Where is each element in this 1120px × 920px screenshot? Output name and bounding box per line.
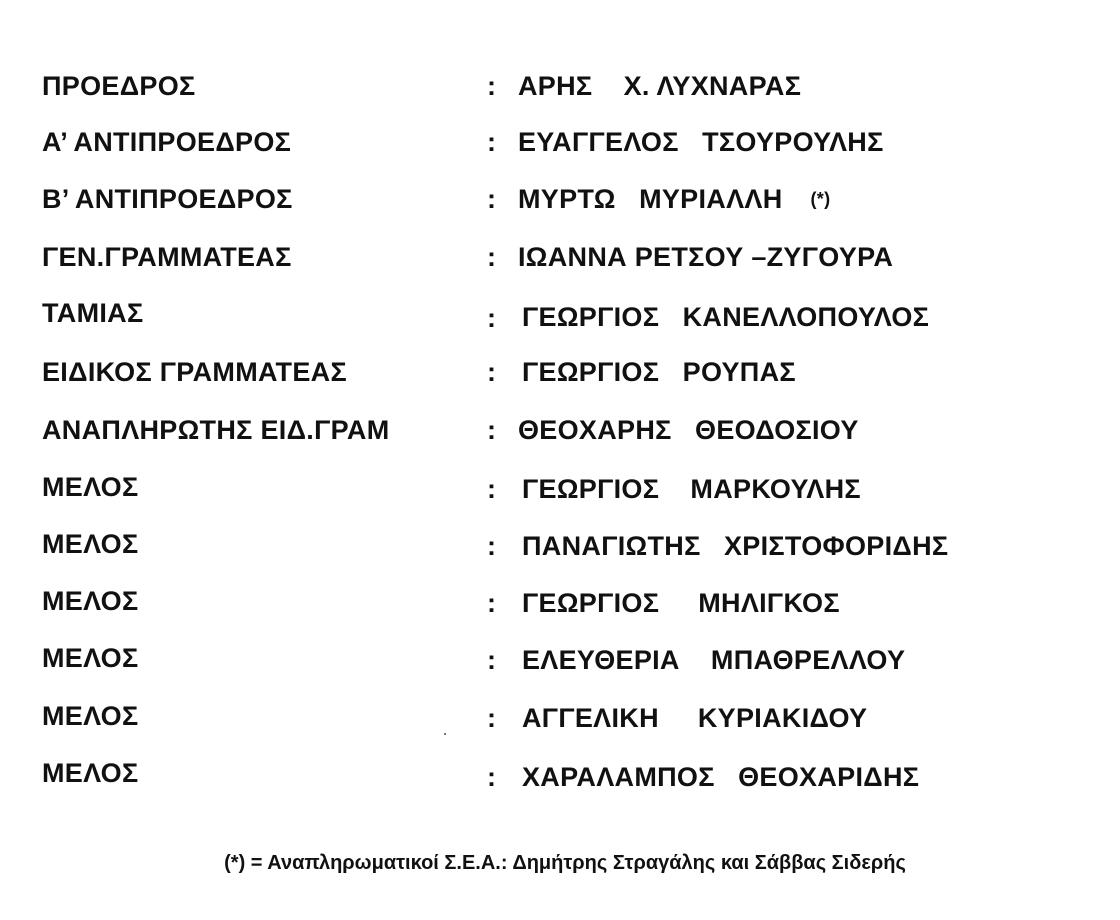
role-label: ΜΕΛΟΣ — [42, 701, 139, 731]
separator-colon: : — [487, 474, 496, 504]
member-name: ΘΕΟΧΑΡΗΣ ΘΕΟΔΟΣΙΟΥ — [518, 415, 859, 445]
roster-row-second-vice-president — [0, 179, 1120, 219]
member-name: ΓΕΩΡΓΙΟΣ ΚΑΝΕΛΛΟΠΟΥΛΟΣ — [522, 302, 930, 332]
member-name: ΓΕΩΡΓΙΟΣ ΡΟΥΠΑΣ — [522, 357, 796, 387]
roster-row-first-vice-president — [0, 122, 1120, 162]
role-label: ΠΡΟΕΔΡΟΣ — [42, 71, 196, 101]
roster-row-member — [0, 638, 1120, 678]
member-name: ΠΑΝΑΓΙΩΤΗΣ ΧΡΙΣΤΟΦΟΡΙΔΗΣ — [522, 531, 949, 561]
separator-colon: : — [487, 71, 496, 101]
footnote: (*) = Αναπληρωματικοί Σ.Ε.Α.: Δημήτρης Στραγάλης και Σάββας Σιδερής — [224, 852, 906, 874]
footnote-marker: (*) — [810, 189, 831, 209]
member-name: ΓΕΩΡΓΙΟΣ ΜΗΛΙΓΚΟΣ — [522, 588, 840, 618]
member-name: ΕΛΕΥΘΕΡΙΑ ΜΠΑΘΡΕΛΛΟΥ — [522, 645, 906, 675]
role-label: Α’ ΑΝΤΙΠΡΟΕΔΡΟΣ — [42, 127, 292, 157]
member-name: ΧΑΡΑΛΑΜΠΟΣ ΘΕΟΧΑΡΙΔΗΣ — [522, 762, 920, 792]
separator-colon: : — [487, 242, 496, 272]
separator-colon: : — [487, 303, 496, 333]
separator-colon: : — [487, 762, 496, 792]
roster-row-member — [0, 467, 1120, 507]
separator-colon: : — [487, 415, 496, 445]
member-name-with-note — [518, 179, 830, 219]
member-name: ΑΓΓΕΛΙΚΗ ΚΥΡΙΑΚΙΔΟΥ — [522, 703, 868, 733]
role-label: ΕΙΔΙΚΟΣ ΓΡΑΜΜΑΤΕΑΣ — [42, 357, 347, 387]
role-label: ΜΕΛΟΣ — [42, 758, 139, 788]
role-label: ΤΑΜΙΑΣ — [42, 298, 144, 328]
separator-colon: : — [487, 645, 496, 675]
roster-row-general-secretary — [0, 237, 1120, 277]
member-name: ΙΩΑΝΝΑ ΡΕΤΣΟΥ –ΖΥΓΟΥΡΑ — [518, 242, 894, 272]
role-label: ΑΝΑΠΛΗΡΩΤΗΣ ΕΙΔ.ΓΡΑΜ — [42, 415, 390, 445]
role-label: ΜΕΛΟΣ — [42, 529, 139, 559]
member-name: ΓΕΩΡΓΙΟΣ ΜΑΡΚΟΥΛΗΣ — [522, 474, 861, 504]
role-label: ΜΕΛΟΣ — [42, 586, 139, 616]
member-name: ΕΥΑΓΓΕΛΟΣ ΤΣΟΥΡΟΥΛΗΣ — [518, 127, 884, 157]
separator-colon: : — [487, 703, 496, 733]
member-name: ΑΡΗΣ Χ. ΛΥΧΝΑΡΑΣ — [518, 71, 802, 101]
separator-colon: : — [487, 588, 496, 618]
roster-row-president — [0, 66, 1120, 106]
separator-colon: : — [487, 127, 496, 157]
roster-row-member — [0, 753, 1120, 793]
separator-colon: : — [487, 357, 496, 387]
role-label: ΜΕΛΟΣ — [42, 472, 139, 502]
role-label: ΓΕΝ.ΓΡΑΜΜΑΤΕΑΣ — [42, 242, 292, 272]
scan-speck — [444, 733, 446, 735]
separator-colon: : — [487, 531, 496, 561]
roster-row-member — [0, 524, 1120, 564]
member-name: ΜΥΡΤΩ ΜΥΡΙΑΛΛΗ — [518, 184, 783, 214]
role-label: Β’ ΑΝΤΙΠΡΟΕΔΡΟΣ — [42, 184, 293, 214]
roster-row-treasurer — [0, 293, 1120, 333]
roster-row-member — [0, 696, 1120, 736]
role-label: ΜΕΛΟΣ — [42, 643, 139, 673]
separator-colon: : — [487, 184, 496, 214]
roster-row-deputy-special-secretary — [0, 410, 1120, 450]
roster-row-member — [0, 581, 1120, 621]
roster-row-special-secretary — [0, 352, 1120, 392]
